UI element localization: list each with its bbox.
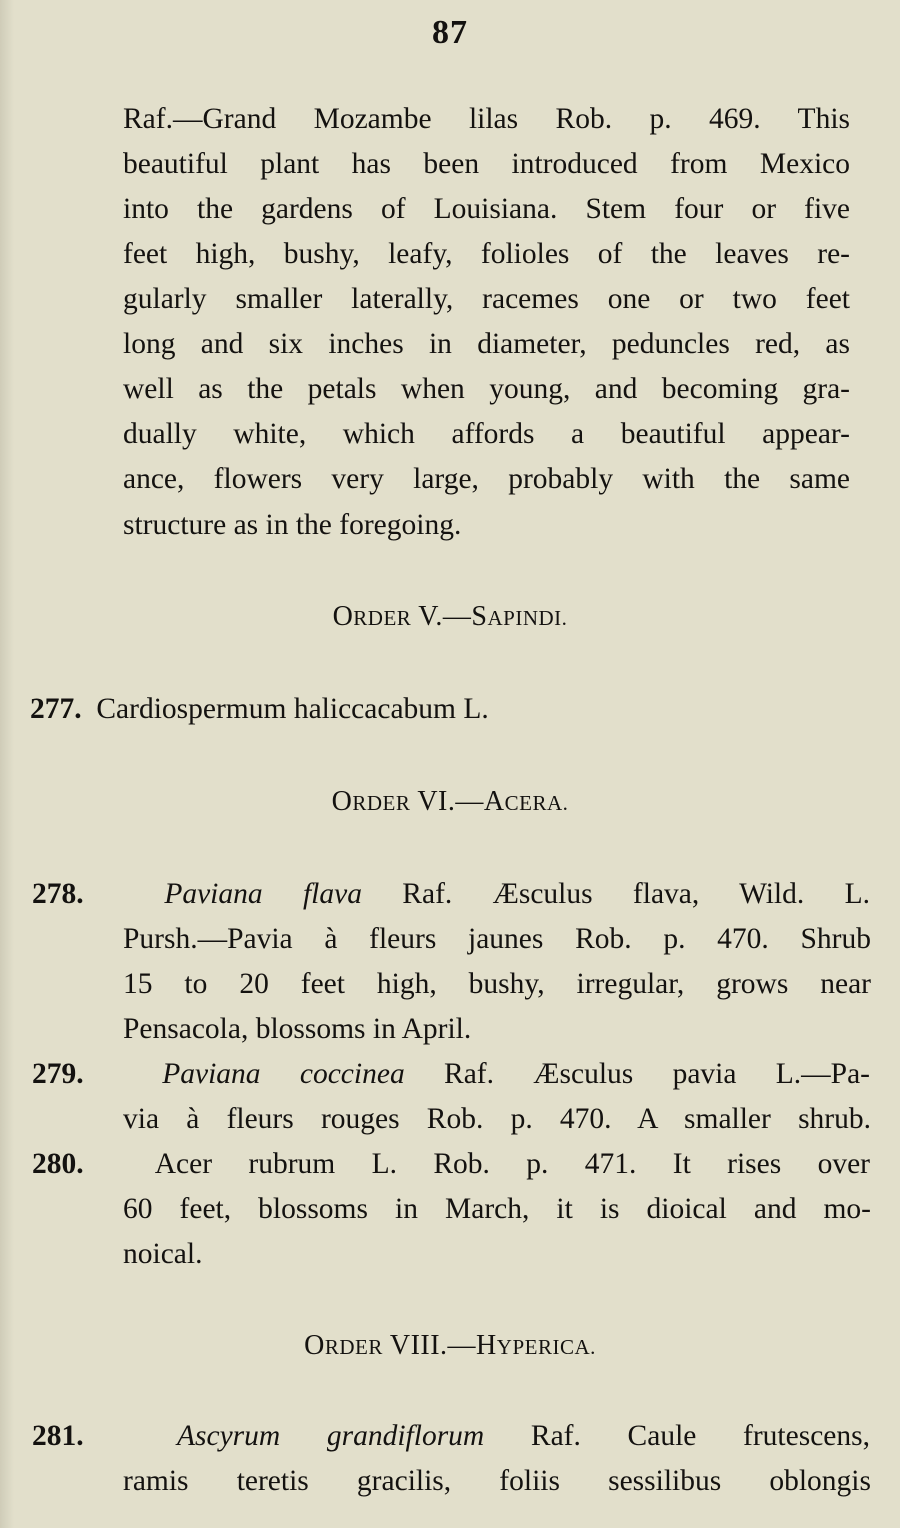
heading-smallcaps: YPERICA. [496,1335,596,1359]
heading-smallcaps: RDER [352,791,411,815]
heading-initial: O [304,1330,325,1361]
entry-first-line [32,1420,870,1453]
entry-text: Acer rubrum L. Rob. p. 471. It rises over [154,1148,870,1180]
text-line: ramis teretis gracilis, foliis sessilibus oblongis [123,1465,871,1497]
entry-number: 280. [32,1148,84,1180]
heading-initial: O [331,786,353,817]
entry-first-line [32,1148,870,1181]
entry-277 [30,693,489,726]
order-heading [0,601,900,633]
entry-text: Cardiospermum haliccacabum L. [96,693,489,725]
text-line: well as the petals when young, and becoming gra- [123,373,850,405]
text-line: Pursh.—Pavia à fleurs jaunes Rob. p. 470. Shrub [123,923,871,955]
species-name: Paviana coccinea [162,1058,405,1090]
text-line: via à fleurs rouges Rob. p. 470. A smaller shrub. [123,1103,871,1135]
text-line: structure as in the foregoing. [123,509,462,541]
heading-smallcaps: APINDI. [487,606,568,630]
page-edge-shadow [0,0,14,1528]
page-number: 87 [432,14,468,51]
heading-smallcaps: CERA. [504,791,569,815]
text-line: noical. [123,1238,203,1270]
text-line: Pensacola, blossoms in April. [123,1013,472,1045]
entry-first-line [32,878,870,911]
order-heading [0,786,900,818]
text-line: beautiful plant has been introduced from Mexico [123,148,850,180]
text-line: ance, flowers very large, probably with the same [123,463,850,495]
entry-text: Raf. Æsculus pavia L.—Pa- [404,1058,870,1090]
text-line: 15 to 20 feet high, bushy, irregular, grows near [123,968,871,1000]
species-name: Paviana flava [164,878,362,910]
heading-initial: O [332,601,354,632]
entry-number: 277. [30,693,82,725]
species-name: Ascyrum grandiflorum [176,1420,485,1452]
entry-text: Raf. Æsculus flava, Wild. L. [361,878,870,910]
order-heading [0,1330,900,1362]
text-line: dually white, which affords a beautiful appear- [123,418,850,450]
text-line: Raf.—Grand Mozambe lilas Rob. p. 469. This [123,103,850,135]
text-line: into the gardens of Louisiana. Stem four or five [123,193,850,225]
heading-initial: S [471,601,488,632]
heading-smallcaps: RDER [324,1335,383,1359]
heading-numeral: VI.— [410,786,484,817]
heading-initial: H [476,1330,497,1361]
text-line: gularly smaller laterally, racemes one or two feet [123,283,850,315]
entry-number: 281. [32,1420,84,1452]
entry-text: Raf. Caule frutescens, [484,1420,870,1452]
entry-number: 278. [32,878,84,910]
heading-numeral: VIII.— [382,1330,477,1361]
text-line: 60 feet, blossoms in March, it is dioical and mo- [123,1193,871,1225]
text-line: long and six inches in diameter, peduncles red, as [123,328,850,360]
entry-first-line [32,1058,870,1091]
text-line: feet high, bushy, leafy, folioles of the leaves re- [123,238,850,270]
heading-initial: A [483,786,505,817]
heading-numeral: V.— [411,601,472,632]
entry-number: 279. [32,1058,84,1090]
heading-smallcaps: RDER [353,606,412,630]
